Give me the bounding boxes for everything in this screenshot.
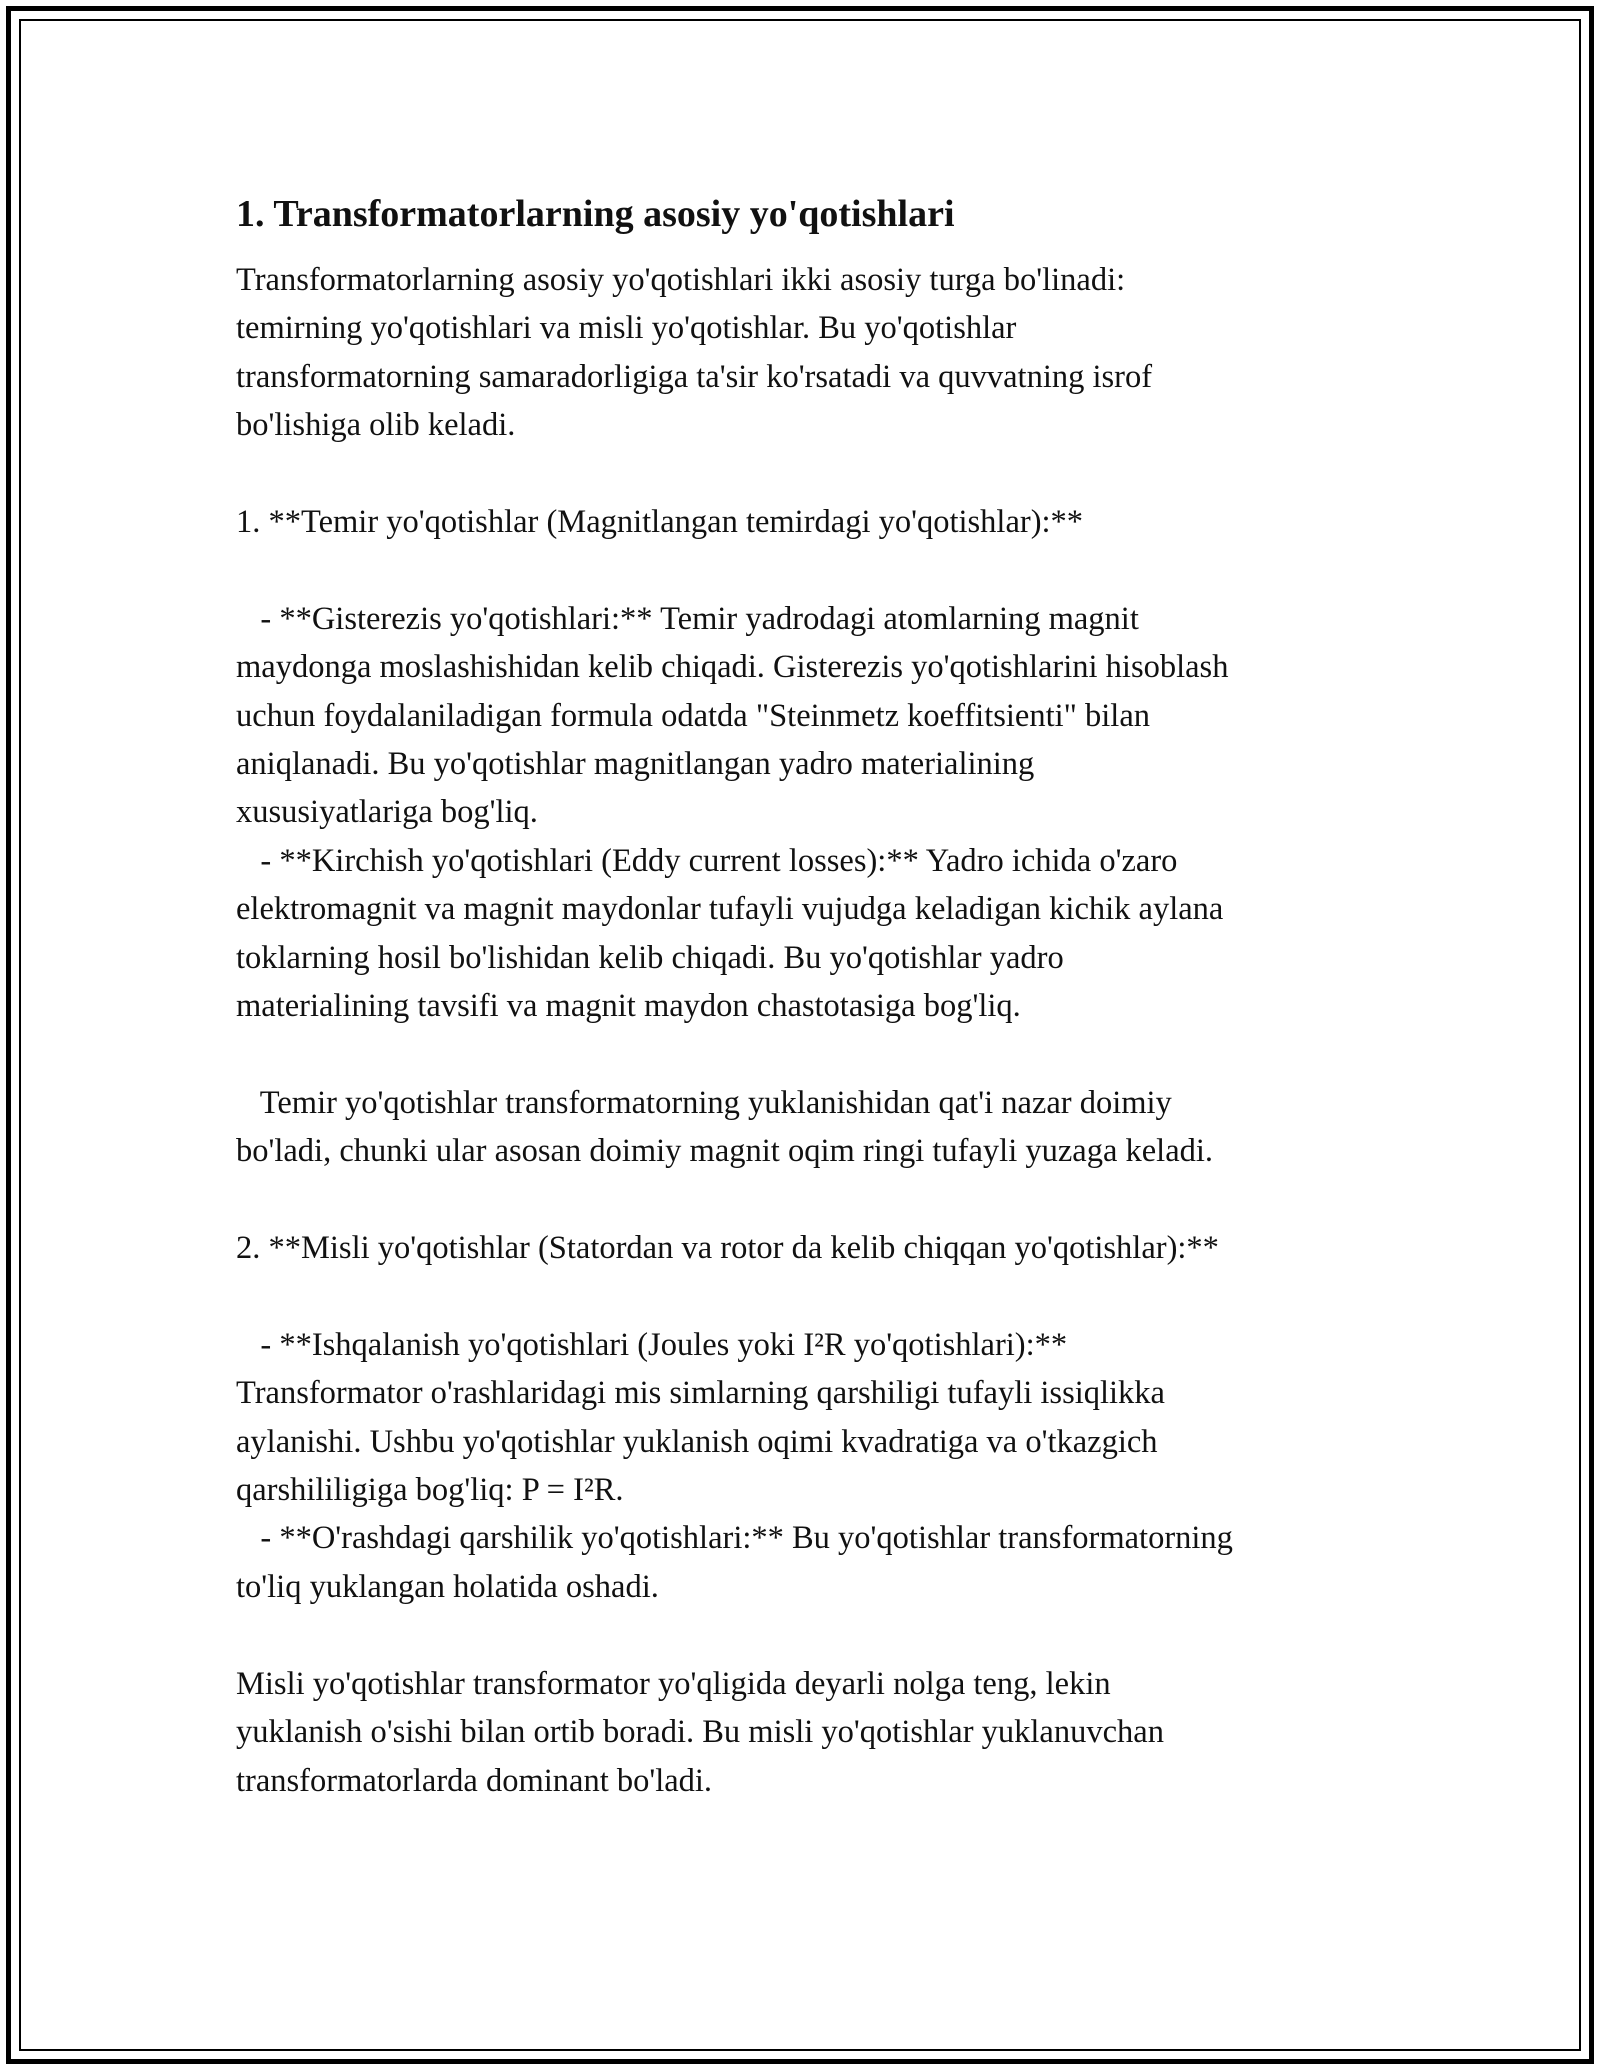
text-line: qarshililigiga bog'liq: P = I²R. <box>236 1472 624 1509</box>
text-line: maydonga moslashishidan kelib chiqadi. Gisterezis yo'qotishlarini hisoblash <box>236 649 1229 686</box>
text-line: - **Gisterezis yo'qotishlari:** Temir yadrodagi atomlarning magnit <box>236 600 1139 637</box>
text-line: yuklanish o'sishi bilan ortib boradi. Bu misli yo'qotishlar yuklanuvchan <box>236 1714 1164 1751</box>
text-line: Transformator o'rashlaridagi mis simlarning qarshiligi tufayli issiqlikka <box>236 1375 1165 1412</box>
text-line: 1. **Temir yo'qotishlar (Magnitlangan temirdagi yo'qotishlar):** <box>236 504 1084 541</box>
text-line: bo'lishiga olib keladi. <box>236 407 516 444</box>
section-heading: 1. Transformatorlarning asosiy yo'qotishlari <box>236 193 955 235</box>
text-line: transformatorlarda dominant bo'ladi. <box>236 1762 713 1799</box>
text-line: - **O'rashdagi qarshilik yo'qotishlari:** Bu yo'qotishlar transformatorning <box>236 1520 1233 1557</box>
blank-line <box>236 450 1376 498</box>
text-line: to'liq yuklangan holatida oshadi. <box>236 1568 659 1605</box>
text-line: - **Kirchish yo'qotishlari (Eddy current losses):** Yadro ichida o'zaro <box>236 842 1178 879</box>
text-line: Transformatorlarning asosiy yo'qotishlari ikki asosiy turga bo'linadi: <box>236 262 1126 298</box>
text-line: transformatorning samaradorligiga ta'sir ko'rsatadi va quvvatning isrof <box>236 358 1153 395</box>
text-line: temirning yo'qotishlari va misli yo'qotishlar. Bu yo'qotishlar <box>236 310 1017 347</box>
text-line: bo'ladi, chunki ular asosan doimiy magnit oqim ringi tufayli yuzaga keladi. <box>236 1133 1214 1170</box>
body-text <box>236 256 1376 1805</box>
text-line: xususiyatlariga bog'liq. <box>236 794 538 831</box>
text-line: Misli yo'qotishlar transformator yo'qligida deyarli nolga teng, lekin <box>236 1665 1111 1702</box>
text-line: aniqlanadi. Bu yo'qotishlar magnitlangan yadro materialining <box>236 746 1035 783</box>
blank-line <box>236 1030 1376 1078</box>
text-line: - **Ishqalanish yo'qotishlari (Joules yoki I²R yo'qotishlari):** <box>236 1326 1068 1363</box>
blank-line <box>236 1611 1376 1659</box>
text-line: elektromagnit va magnit maydonlar tufayli vujudga keladigan kichik aylana <box>236 891 1224 928</box>
text-line: aylanishi. Ushbu yo'qotishlar yuklanish oqimi kvadratiga va o'tkazgich <box>236 1423 1158 1460</box>
text-line: materialining tavsifi va magnit maydon chastotasiga bog'liq. <box>236 988 1021 1025</box>
blank-line <box>236 1176 1376 1224</box>
document-body <box>236 188 1376 1805</box>
text-line: uchun foydalaniladigan formula odatda "Steinmetz koeffitsienti" bilan <box>236 697 1151 734</box>
text-line: toklarning hosil bo'lishidan kelib chiqadi. Bu yo'qotishlar yadro <box>236 939 1064 976</box>
blank-line <box>236 1272 1376 1320</box>
blank-line <box>236 546 1376 594</box>
text-line: Temir yo'qotishlar transformatorning yuklanishidan qat'i nazar doimiy <box>236 1084 1172 1121</box>
text-line: 2. **Misli yo'qotishlar (Statordan va rotor da kelib chiqqan yo'qotishlar):** <box>236 1230 1219 1267</box>
